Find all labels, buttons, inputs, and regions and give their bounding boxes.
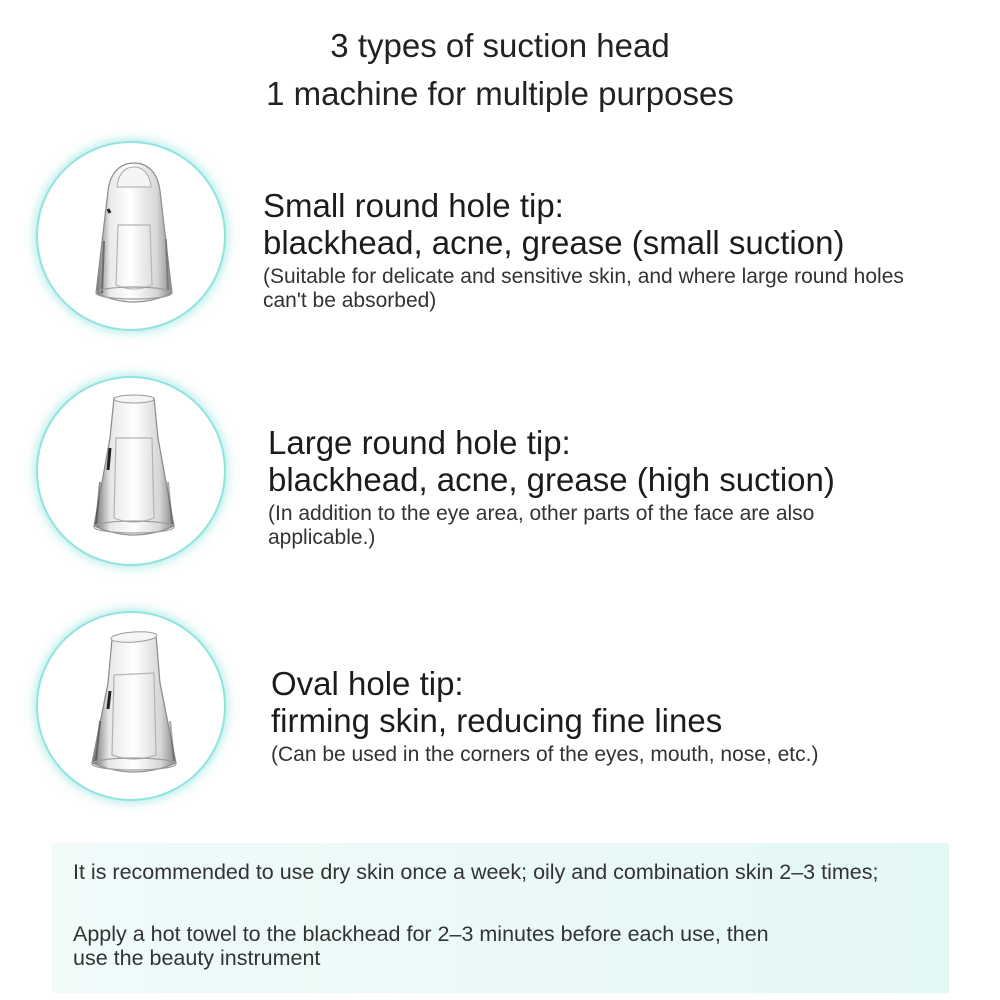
tip-use: blackhead, acne, grease (high suction): [268, 461, 835, 498]
tip-use: firming skin, reducing fine lines: [271, 702, 723, 739]
tip-title: Small round hole tip:: [263, 187, 564, 224]
page-subtitle: 1 machine for multiple purposes: [266, 75, 734, 112]
tip-text: [271, 665, 971, 767]
large-round-hole-tip-icon: [38, 378, 224, 564]
page-title: 3 types of suction head: [330, 27, 670, 64]
header: [0, 22, 1000, 118]
small-round-hole-tip-icon: [38, 143, 224, 329]
usage-advice-box: [52, 843, 949, 993]
tip-text: [268, 424, 908, 550]
tip-title: Oval hole tip:: [271, 665, 464, 702]
tip-small-round: [0, 143, 1000, 343]
tip-image-circle: [38, 613, 224, 799]
tip-image-circle: [38, 378, 224, 564]
tip-title: Large round hole tip:: [268, 424, 571, 461]
tip-image-circle: [38, 143, 224, 329]
tip-large-round: [0, 378, 1000, 578]
advice-frequency: It is recommended to use dry skin once a week; oily and combination skin 2–3 times;: [73, 860, 879, 884]
tip-note: (Can be used in the corners of the eyes, mouth, nose, etc.): [271, 743, 819, 766]
tip-note: (Suitable for delicate and sensitive skin, and where large round holes can't be absorbed): [263, 265, 904, 312]
tip-text: [263, 187, 923, 313]
advice-hot-towel: Apply a hot towel to the blackhead for 2–3 minutes before each use, then use the beauty instrument: [73, 922, 769, 970]
tip-oval: [0, 613, 1000, 813]
oval-hole-tip-icon: [38, 613, 224, 799]
tip-use: blackhead, acne, grease (small suction): [263, 224, 845, 261]
tip-note: (In addition to the eye area, other parts of the face are also applicable.): [268, 502, 815, 549]
